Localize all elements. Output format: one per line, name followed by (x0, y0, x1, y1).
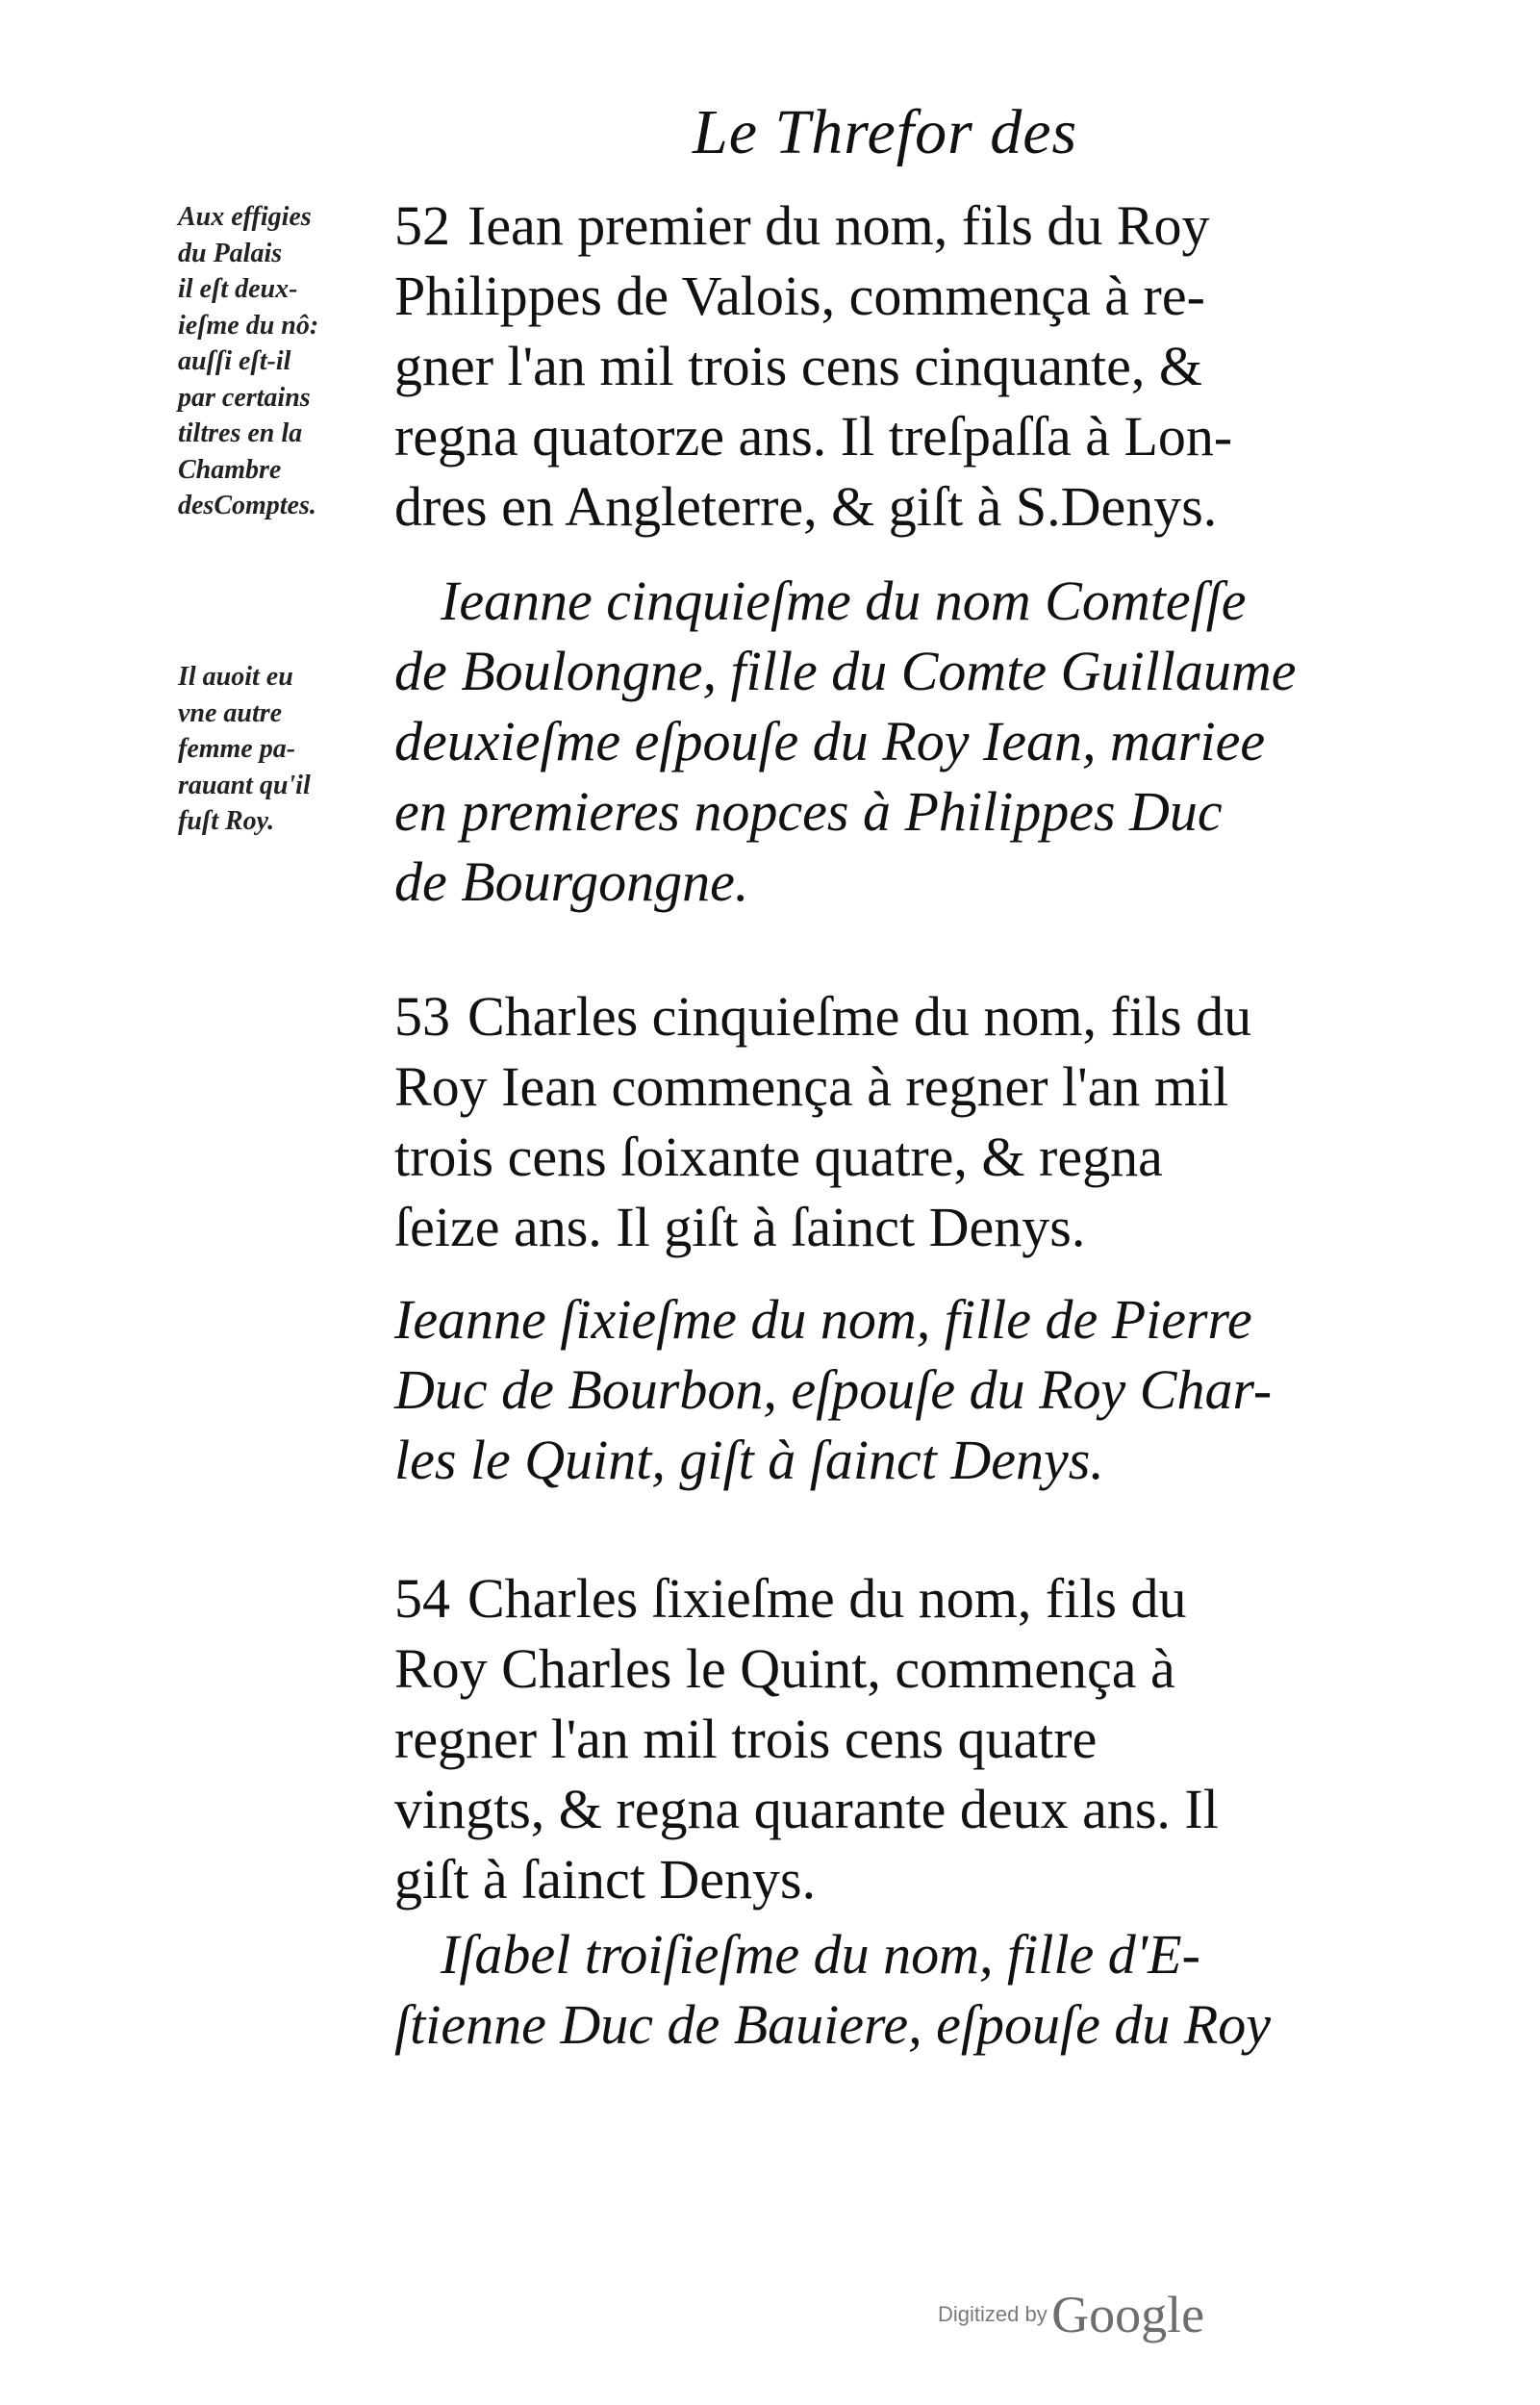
text-line: Duc de Bourbon, eſpouſe du Roy Char- (394, 1358, 1273, 1421)
text-line: Ieanne cinquieſme du nom Comteſſe (441, 570, 1247, 632)
entry-king-53 (394, 981, 1385, 1262)
digitized-by-watermark (938, 2285, 1204, 2344)
text-line: 53 Charles cinquieſme du nom, fils du (394, 981, 1385, 1051)
margin-line: auſſi eſt-il (178, 346, 291, 376)
margin-note-other-wife (178, 659, 401, 840)
margin-line: du Palais (178, 238, 283, 268)
margin-line: ieſme du nô: (178, 310, 319, 341)
margin-line: Aux effigies (178, 202, 312, 232)
text-line: ſeize ans. Il giſt à ſainct Denys. (394, 1196, 1086, 1258)
text-line: Philippes de Valois, commença à re- (394, 265, 1205, 327)
margin-note-effigies (178, 199, 401, 524)
text-line: Ieanne ſixieſme du nom, fille de Pierre (394, 1288, 1252, 1351)
text-line: Roy Charles le Quint, commença à (394, 1637, 1175, 1700)
entry-king-54 (394, 1563, 1385, 1914)
text-line: regner l'an mil trois cens quatre (394, 1708, 1098, 1770)
digitized-label: Digitized by (938, 2302, 1048, 2326)
margin-line: vne autre (178, 697, 283, 728)
margin-line: tiltres en la (178, 418, 303, 448)
entry-queen-jeanne-v (394, 566, 1385, 917)
text-line: dres en Angleterre, & giſt à S.Denys. (394, 475, 1218, 538)
entry-queen-isabel (394, 1919, 1385, 2060)
entry-number: 54 (394, 1567, 450, 1630)
entry-number: 53 (394, 985, 450, 1048)
margin-line: femme pa- (178, 734, 296, 764)
text-line: gner l'an mil trois cens cinquante, & (394, 335, 1202, 397)
margin-line: desComptes. (178, 491, 316, 520)
margin-line: par certains (178, 382, 311, 413)
text-line: vingts, & regna quarante deux ans. Il (394, 1778, 1219, 1840)
entry-king-52 (394, 190, 1385, 542)
margin-line: il eſt deux- (178, 274, 298, 304)
margin-line: rauant qu'il (178, 770, 311, 800)
text-line: deuxieſme eſpouſe du Roy Iean, mariee (394, 710, 1266, 772)
entry-queen-jeanne-vi (394, 1284, 1385, 1495)
text-line: regna quatorze ans. Il treſpaſſa à Lon- (394, 405, 1233, 468)
running-header: Le Threfor des (693, 97, 1078, 167)
text-line: 54 Charles ſixieſme du nom, fils du (394, 1563, 1385, 1633)
text-line: 52 Iean premier du nom, fils du Roy (394, 190, 1385, 261)
text-line: giſt à ſainct Denys. (394, 1848, 817, 1911)
margin-line: Chambre (178, 454, 282, 485)
margin-line: fuſt Roy. (178, 806, 275, 836)
text-line: trois cens ſoixante quatre, & regna (394, 1126, 1163, 1188)
text-line: en premieres nopces à Philippes Duc (394, 780, 1223, 843)
text-line: les le Quint, giſt à ſainct Denys. (394, 1429, 1104, 1491)
google-logo: Google (1051, 2286, 1205, 2343)
text-line: de Bourgongne. (394, 850, 749, 913)
text-line: Roy Iean commença à regner l'an mil (394, 1055, 1229, 1118)
text-line: ſtienne Duc de Bauiere, eſpouſe du Roy (394, 1993, 1272, 2056)
text-line: Iſabel troiſieſme du nom, fille d'E- (441, 1923, 1200, 1986)
entry-number: 52 (394, 194, 450, 257)
text-line: de Boulongne, fille du Comte Guillaume (394, 640, 1297, 702)
margin-line: Il auoit eu (178, 662, 293, 692)
